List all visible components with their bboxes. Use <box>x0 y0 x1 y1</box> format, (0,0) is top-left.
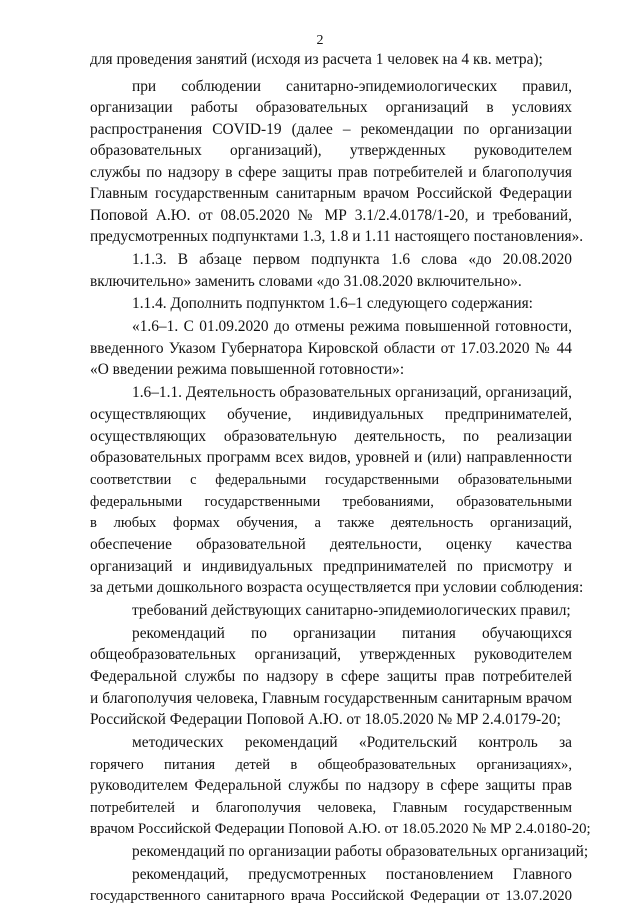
paragraph-start-line: 1.6–1.1. Деятельность образовательных организаций, организаций, <box>132 384 572 401</box>
text-line: организаций и индивидуальных предпринимателей по присмотру и <box>90 558 572 575</box>
text-line: образовательных организаций), утвержденных руководителем <box>90 142 572 159</box>
text-line: организации работы образовательных организаций в условиях <box>90 99 572 116</box>
text-line: Федеральной службы по надзору в сфере защиты прав потребителей <box>90 668 572 685</box>
text-line: Главным государственным санитарным врачом Российской Федерации <box>90 185 572 202</box>
text-line: руководителем Федеральной службы по надзору в сфере защиты прав <box>90 777 572 794</box>
text-line: обеспечение образовательной деятельности, оценку качества <box>90 536 572 553</box>
text-line: образовательных программ всех видов, уровней и (или) направленности <box>90 449 572 466</box>
text-line: для проведения занятий (исходя из расчета 1 человек на 4 кв. метра); <box>90 51 543 68</box>
text-line: предусмотренных подпунктами 1.3, 1.8 и 1.11 настоящего постановления». <box>90 228 584 245</box>
text-line: осуществляющих обучение, индивидуальных предпринимателей, <box>90 406 572 423</box>
paragraph-start-line: рекомендаций по организации питания обучающихся <box>132 625 572 642</box>
text-line: и благополучия человека, Главным государственным санитарным врачом <box>90 690 572 707</box>
paragraph-start-line: рекомендаций по организации работы образовательных организаций; <box>132 843 589 860</box>
text-line: осуществляющих образовательную деятельность, по реализации <box>90 428 572 445</box>
text-line: распространения COVID-19 (далее – рекомендации по организации <box>90 121 572 138</box>
text-line: потребителей и благополучия человека, Главным государственным <box>90 800 572 816</box>
text-line: соответствии с федеральными государственными образовательными <box>90 472 572 488</box>
paragraph-start-line: 1.1.4. Дополнить подпунктом 1.6–1 следующего содержания: <box>132 295 533 312</box>
text-line: введенного Указом Губернатора Кировской области от 17.03.2020 № 44 <box>90 340 572 357</box>
text-line: горячего питания детей в общеобразовательных организациях», <box>90 757 572 773</box>
text-line: государственного санитарного врача Российской Федерации от 13.07.2020 <box>90 888 572 904</box>
text-line: включительно» заменить словами «до 31.08.2020 включительно». <box>90 273 522 290</box>
text-line: общеобразовательных организаций, утвержденных руководителем <box>90 646 572 663</box>
text-line: «О введении режима повышенной готовности»: <box>90 361 405 378</box>
paragraph-start-line: требований действующих санитарно-эпидемиологических правил; <box>132 602 571 619</box>
paragraph-start-line: методических рекомендаций «Родительский контроль за <box>132 734 572 751</box>
text-line: врачом Российской Федерации Поповой А.Ю. от 18.05.2020 № МР 2.4.0180-20; <box>90 821 591 837</box>
paragraph-start-line: 1.1.3. В абзаце первом подпункта 1.6 слова «до 20.08.2020 <box>132 251 572 268</box>
text-line: в любых формах обучения, а также деятельность организаций, <box>90 515 572 531</box>
text-line: федеральными государственными требованиями, образовательными <box>90 494 572 510</box>
text-line: службы по надзору в сфере защиты прав потребителей и благополучия <box>90 164 572 181</box>
text-line: Поповой А.Ю. от 08.05.2020 № МР 3.1/2.4.0178/1-20, и требований, <box>90 207 572 224</box>
text-line: за детьми дошкольного возраста осуществляется при условии соблюдения: <box>90 579 584 596</box>
paragraph-start-line: «1.6–1. С 01.09.2020 до отмены режима повышенной готовности, <box>132 318 572 335</box>
paragraph-start-line: при соблюдении санитарно-эпидемиологических правил, <box>132 78 572 95</box>
paragraph-start-line: рекомендаций, предусмотренных постановлением Главного <box>132 866 572 883</box>
page-number: 2 <box>316 33 324 48</box>
text-line: Российской Федерации Поповой А.Ю. от 18.05.2020 № МР 2.4.0179-20; <box>90 711 561 728</box>
